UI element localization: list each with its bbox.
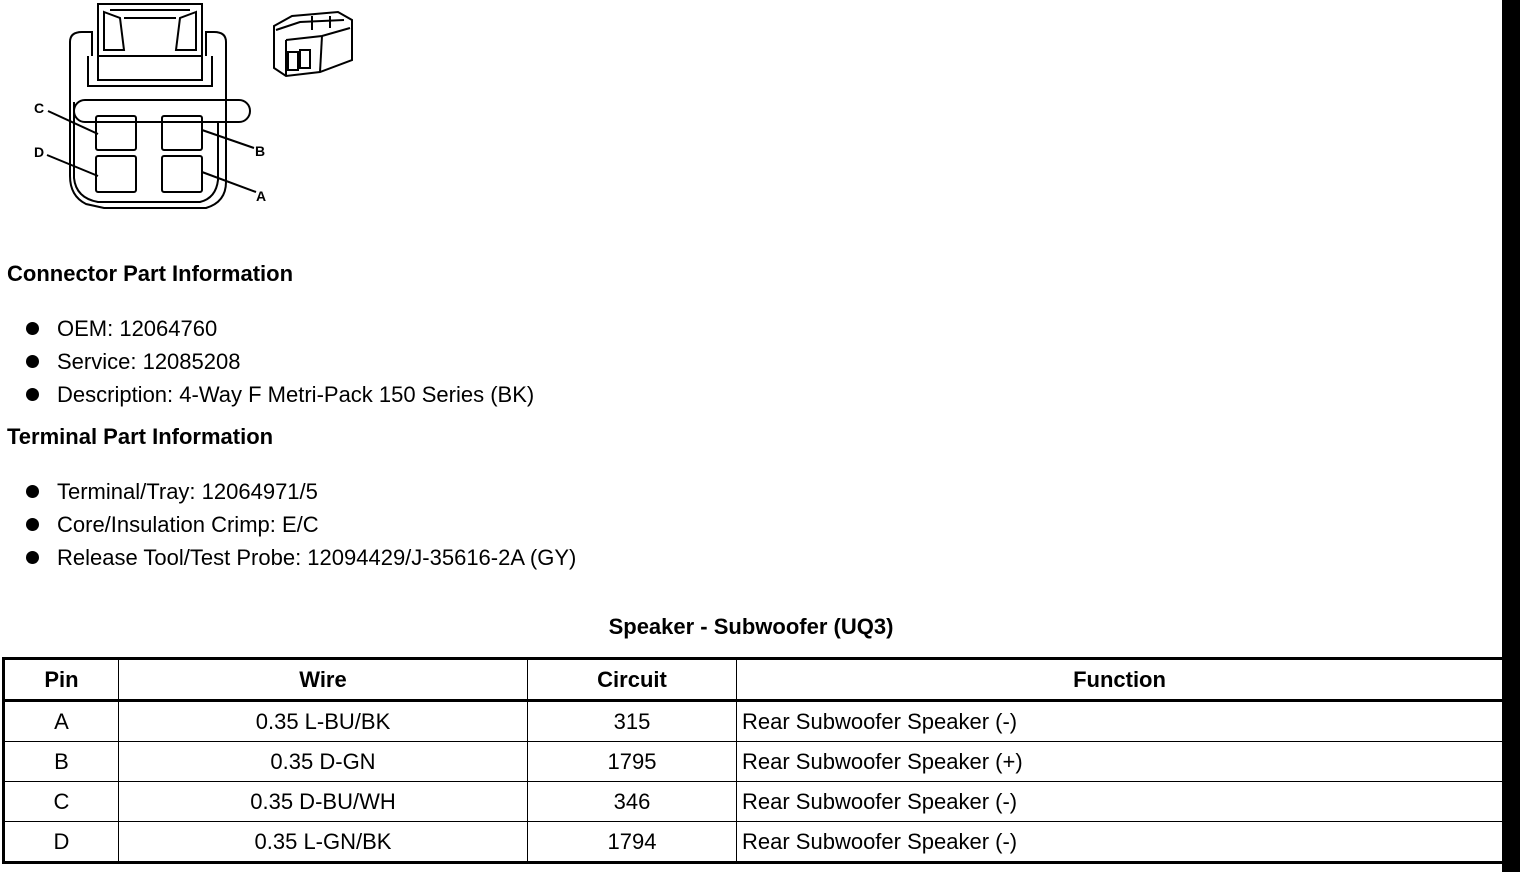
connector-face-diagram xyxy=(0,0,380,230)
bullet-icon xyxy=(26,322,39,335)
bullet-icon xyxy=(26,485,39,498)
list-item xyxy=(24,475,576,508)
cell-wire: 0.35 L-BU/BK xyxy=(119,701,528,742)
cell-function: Rear Subwoofer Speaker (-) xyxy=(737,782,1504,822)
cell-function: Rear Subwoofer Speaker (-) xyxy=(737,701,1504,742)
pin-label-a: A xyxy=(256,188,267,204)
cell-circuit: 346 xyxy=(528,782,737,822)
list-item-text: Description: 4-Way F Metri-Pack 150 Series (BK) xyxy=(57,382,535,407)
table-row xyxy=(4,822,1504,863)
pin-label-c: C xyxy=(34,100,45,116)
pin-label-b: B xyxy=(255,143,266,159)
cell-wire: 0.35 D-BU/WH xyxy=(119,782,528,822)
cell-function: Rear Subwoofer Speaker (-) xyxy=(737,822,1504,863)
cell-wire: 0.35 L-GN/BK xyxy=(119,822,528,863)
terminal-part-heading: Terminal Part Information xyxy=(7,424,274,449)
connector-part-heading: Connector Part Information xyxy=(7,261,294,286)
cell-wire: 0.35 D-GN xyxy=(119,742,528,782)
table-header-row xyxy=(4,659,1504,701)
cell-pin: C xyxy=(4,782,119,822)
bullet-icon xyxy=(26,355,39,368)
list-item-text: Core/Insulation Crimp: E/C xyxy=(57,512,319,537)
column-header-pin: Pin xyxy=(4,659,119,701)
list-item xyxy=(24,508,576,541)
connector-part-list xyxy=(24,312,534,411)
table-row xyxy=(4,782,1504,822)
list-item-text: Terminal/Tray: 12064971/5 xyxy=(57,479,318,504)
pin-label-d: D xyxy=(34,144,45,160)
table-row xyxy=(4,742,1504,782)
column-header-circuit: Circuit xyxy=(528,659,737,701)
cell-circuit: 1795 xyxy=(528,742,737,782)
cell-pin: B xyxy=(4,742,119,782)
terminal-part-list xyxy=(24,475,576,574)
cell-pin: A xyxy=(4,701,119,742)
list-item xyxy=(24,378,534,411)
pin-table xyxy=(2,657,1505,864)
bullet-icon xyxy=(26,518,39,531)
list-item-text: Service: 12085208 xyxy=(57,349,241,374)
list-item xyxy=(24,541,576,574)
table-row xyxy=(4,701,1504,742)
list-item xyxy=(24,312,534,345)
bullet-icon xyxy=(26,551,39,564)
cell-function: Rear Subwoofer Speaker (+) xyxy=(737,742,1504,782)
column-header-function: Function xyxy=(737,659,1504,701)
column-header-wire: Wire xyxy=(119,659,528,701)
pin-table-title: Speaker - Subwoofer (UQ3) xyxy=(608,614,894,639)
list-item-text: OEM: 12064760 xyxy=(57,316,218,341)
list-item-text: Release Tool/Test Probe: 12094429/J-35616-2A (GY) xyxy=(57,545,577,570)
cell-circuit: 315 xyxy=(528,701,737,742)
cell-pin: D xyxy=(4,822,119,863)
list-item xyxy=(24,345,534,378)
bullet-icon xyxy=(26,388,39,401)
cell-circuit: 1794 xyxy=(528,822,737,863)
